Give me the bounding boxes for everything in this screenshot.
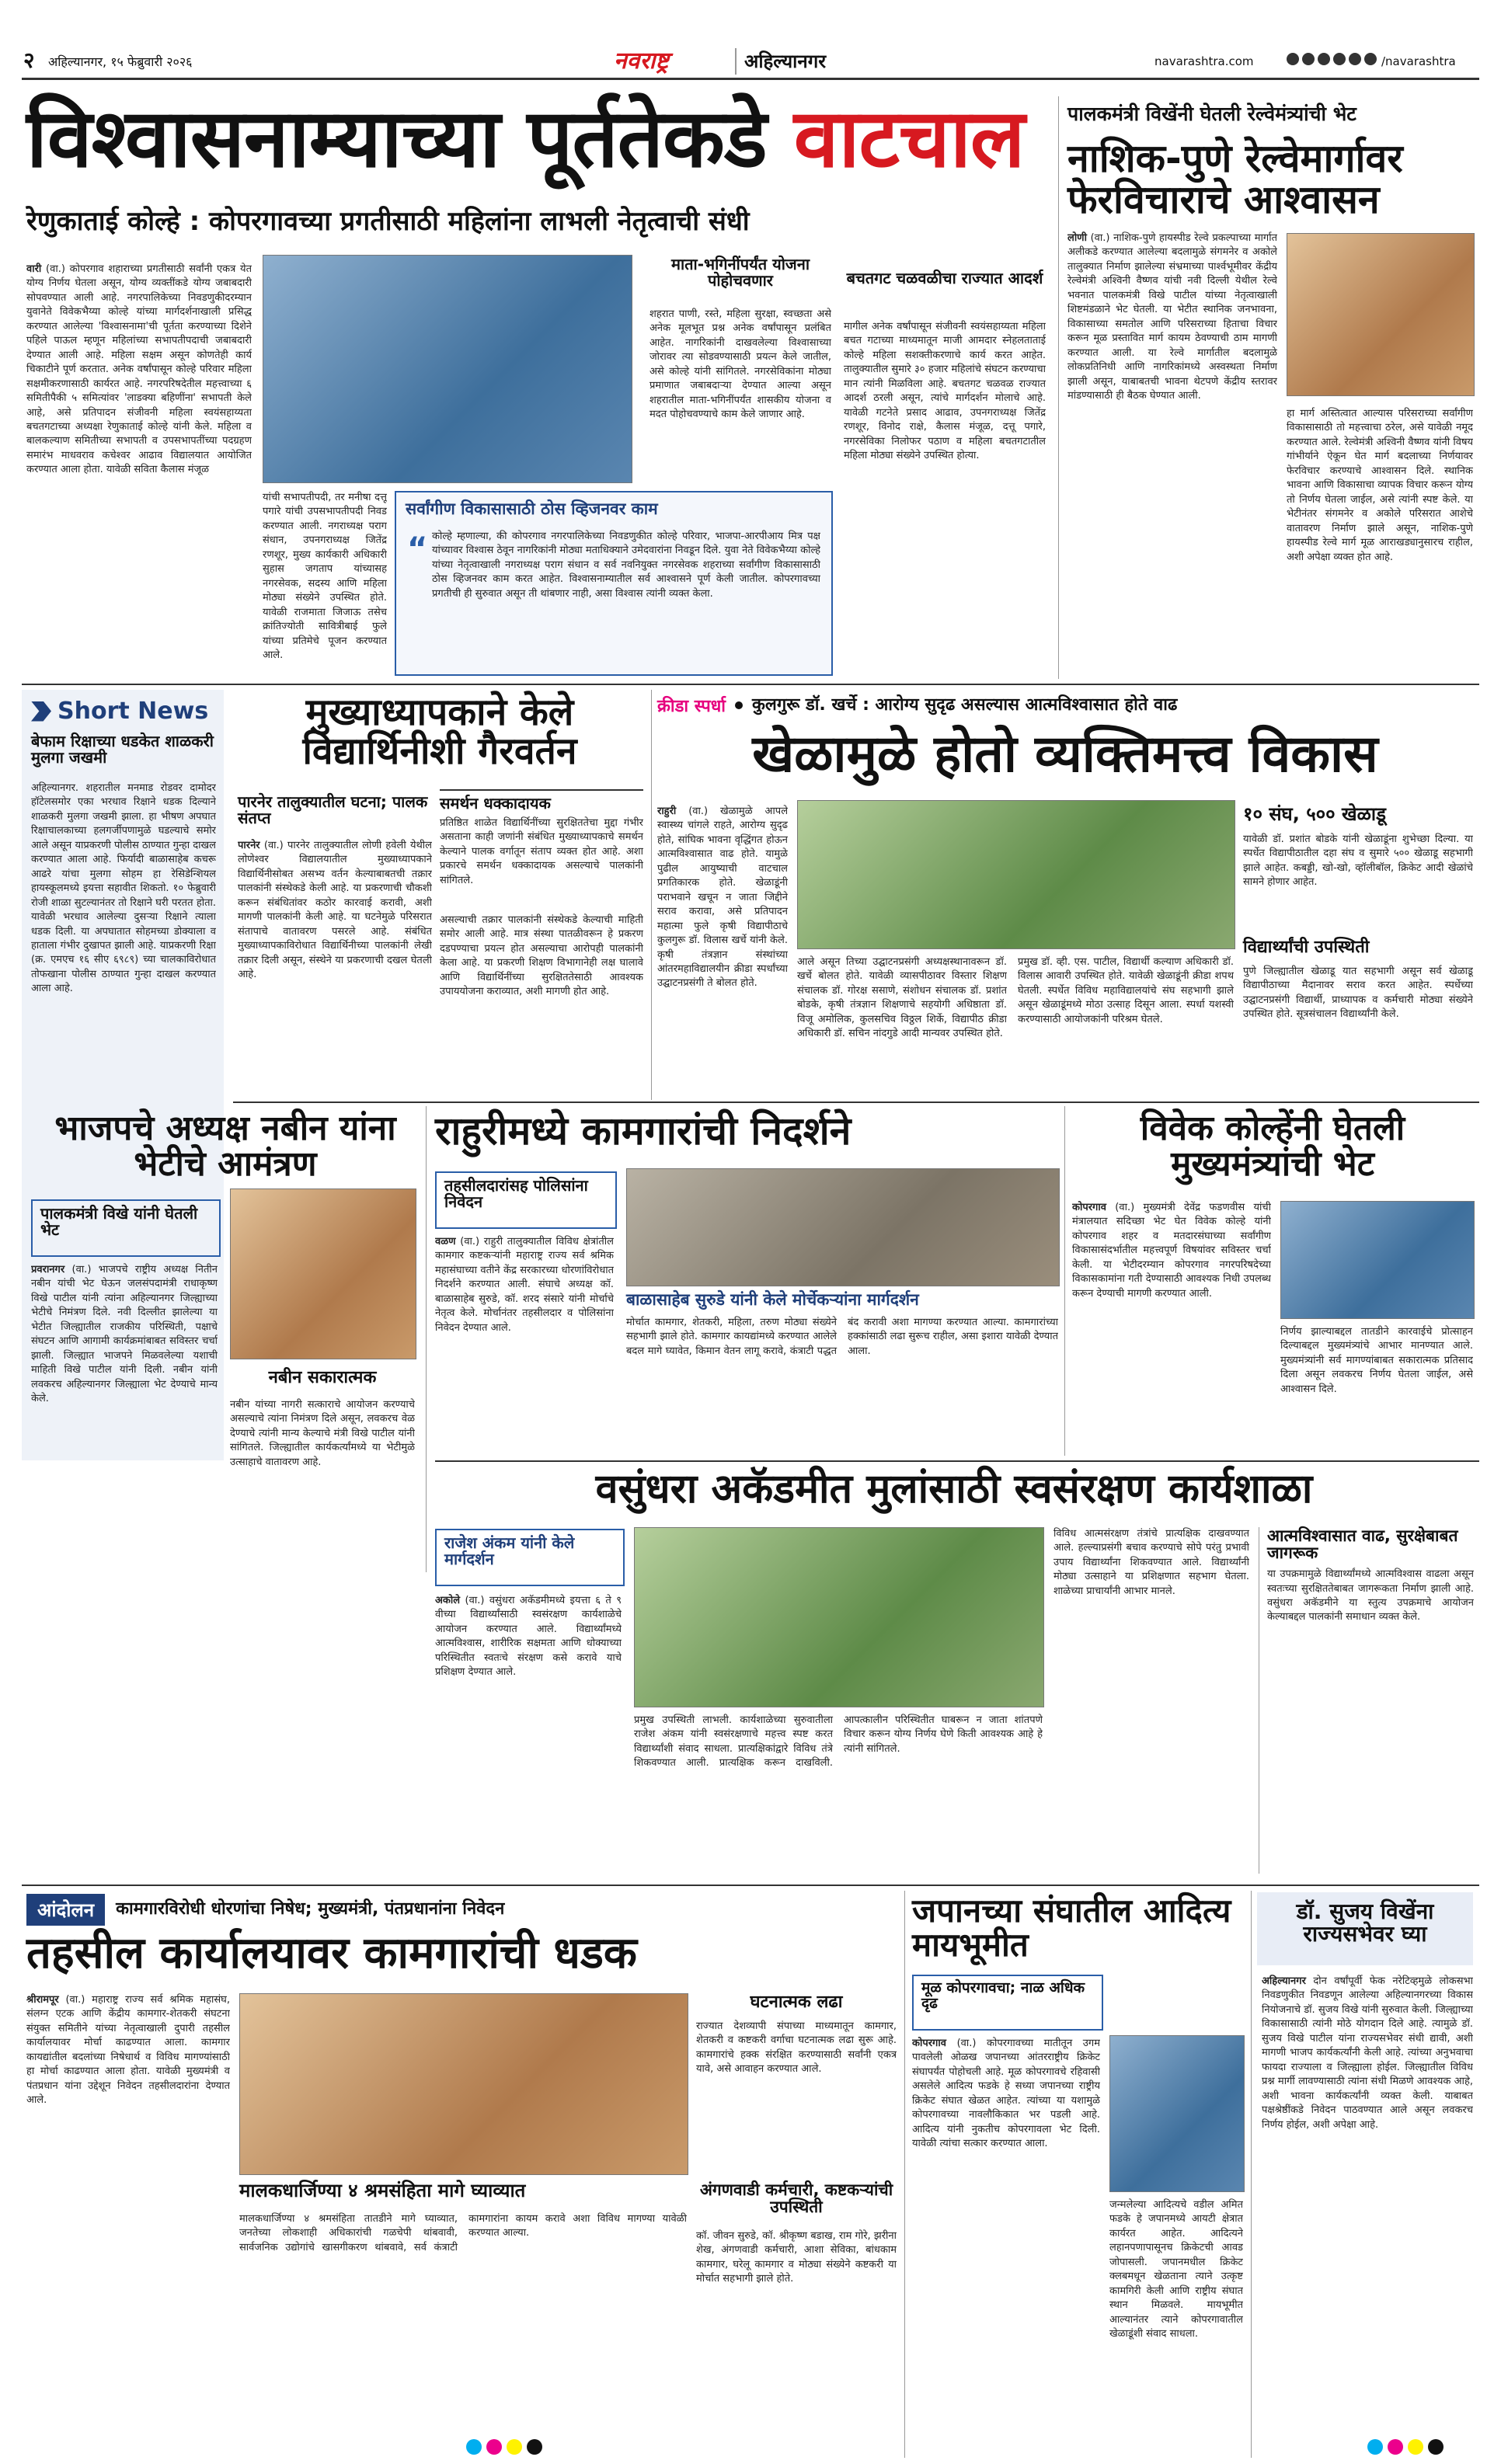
lead-sub2-title: बचतगट चळवळीचा राज्यात आदर्श: [846, 269, 1043, 287]
youtube-icon[interactable]: [1333, 53, 1346, 65]
bjp-text: (वा.) भाजपचे राष्ट्रीय अध्यक्ष नितीन नबीन यांची भेट घेऊन जलसंपदामंत्री राधाकृष्ण विखे पाटील यांनी त्यांना अहिल्यानगर जिल्ह्याच्या भेटीचे निमंत्रण दिले. नवी दिल्लीत झालेल्या या भेटीत जिल्ह्यातील राजकीय परिस्थिती, पक्षाचे संघटन आणि आगामी कार्यक्रमांबाबत सविस्तर चर्चा झाली. जिल्ह्यात भाजपने मिळवलेल्या यशाची माहिती विखे पाटील यांनी दिली. नबीन यांनी लवकरच अहिल्यानगर जिल्ह्याला भेट देण्याचे मान्य केले.: [31, 1264, 218, 1405]
principal-headline: मुख्याध्यापकाने केले विद्यार्थिनीशी गैरवर्तन: [302, 691, 577, 774]
vasundhara-text-3: विविध आत्मसंरक्षण तंत्रांचे प्रात्यक्षिक दाखवण्यात आले. हल्ल्याप्रसंगी बचाव करण्याचे सोपे परंतु प्रभावी उपाय विद्यार्थ्यांना शिकवण्यात आले. विद्यार्थ्यांनी मोठ्या उत्साहाने या प्रशिक्षणात सहभाग घेतला. शाळेच्या प्राचार्यांनी आभार मानले.: [1053, 1528, 1249, 1597]
registration-mark-black-2: [1428, 2439, 1444, 2455]
sports-dateline: राहुरी: [657, 806, 677, 817]
cm-body-1: [1072, 1201, 1271, 1453]
workers-headline: राहुरीमध्ये कामगारांची निदर्शने: [435, 1108, 851, 1154]
sports-headline: खेळामुळे होतो व्यक्तिमत्त्व विकास: [752, 724, 1378, 784]
linkedin-icon[interactable]: [1364, 53, 1377, 65]
bjp-dateline: प्रवरानगर: [31, 1264, 65, 1276]
principal-body: [238, 839, 432, 1095]
vision-text: कोल्हे म्हणाल्या, की कोपरगाव नगरपालिकेच्या निवडणुकीत कोल्हे परिवार, भाजपा-आरपीआय मित्र पक्ष यांच्यावर विश्वास ठेवून नागरिकांनी मोठ्या मताधिक्याने उमेदवारांना निवडून दिले. युवा नेते विवेकभैय्या कोल्हे यांच्या नेतृत्वाखाली नगराध्यक्ष पराग संधान व सर्व नवनियुक्त नगरसेवक शहराच्या सर्वांगीण विकासासाठी ठोस व्हिजनवर काम करत आहेत. विश्वासनाम्यातील सर्व आश्वासने पूर्ण केली जातील. कोपरगावच्या प्रगतीची ही सुरुवात असून ती थांबणार नाही, असा विश्वास त्यांनी व्यक्त केला.: [432, 531, 820, 600]
agitation-divider: [904, 1891, 905, 2458]
vision-box: [395, 491, 833, 676]
sports-label: क्रीडा स्पर्धा: [657, 697, 726, 716]
sports-teams-text: यावेळी डॉ. प्रशांत बोडके यांनी खेळाडूंना शुभेच्छा दिल्या. या स्पर्धेत विद्यापीठातील दहा संघ व सुमारे ५०० खेळाडू सहभागी झाले आहेत. कबड्डी, खो-खो, व्हॉलीबॉल, क्रिकेट आदी खेळांचे सामने होणार आहेत.: [1243, 834, 1473, 889]
sports-bullet-icon: [735, 701, 743, 709]
lead-headline-red: वाटचाल: [793, 91, 1025, 186]
rail-kicker: पालकमंत्री विखेंनी घेतली रेल्वेमंत्र्यांची भेट: [1067, 103, 1356, 125]
sports-photo: [797, 800, 1235, 949]
principal-sports-divider: [651, 690, 652, 1100]
aditya-body: [912, 2037, 1100, 2456]
sujay-headline: डॉ. सुजय विखेंना राज्यसभेवर घ्या: [1296, 1898, 1434, 1947]
bjp-divider: [426, 1106, 427, 1572]
workers-cm-divider: [1064, 1106, 1065, 1456]
agitation-sub1-text: राज्यात देशव्यापी संपाच्या माध्यमातून कामगार, शेतकरी व कष्टकरी वर्गाचा घटनात्मक लढा सुरू आहे. कामगारांचे हक्क संरक्षित करण्यासाठी सर्वांनी एकत्र यावे, असे आवाहन करण्यात आले.: [696, 2020, 897, 2076]
sports-body-1: [657, 805, 788, 1094]
agitation-sub2-text: मालकधार्जिण्या ४ श्रमसंहिता तातडीने मागे घ्याव्यात, जनतेच्या लोकशाही अधिकारांची गळचेपी थांबवावी, सार्वजनिक उद्योगांचे खासगीकरण थांबवावे, सर्व कंत्राटी कामगारांना कायम करावे अशा विविध मागण्या यावेळी करण्यात आल्या.: [239, 2213, 687, 2253]
agitation-dateline: श्रीरामपूर: [26, 1994, 59, 2006]
cm-photo: [1280, 1201, 1475, 1319]
vasundhara-box: [1259, 1527, 1474, 1874]
quote-icon: “: [407, 531, 428, 567]
lead-headline: [26, 91, 1052, 186]
sujay-dateline: अहिल्यानगर: [1262, 1975, 1306, 1987]
vasundhara-sub: राजेश अंकम यांनी केले मार्गदर्शन: [444, 1533, 575, 1568]
vasundhara-text: (वा.) वसुंधरा अकॅडमीमध्ये इयत्ता ६ ते ९ वीच्या विद्यार्थ्यांसाठी स्वसंरक्षण कार्यशाळेचे आयोजन करण्यात आले. विद्यार्थ्यांमध्ये आत्मविश्वास, शारीरिक सक्षमता आणि धोक्याच्या परिस्थितीत स्वतःचे संरक्षण कसे करावे याचे प्रशिक्षण देण्यात आले.: [435, 1595, 622, 1679]
principal-sub: पारनेर तालुक्यातील घटना; पालक संतप्त: [238, 792, 428, 827]
vasundhara-box-text: या उपक्रमामुळे विद्यार्थ्यांमध्ये आत्मविश्वास वाढला असून स्वतःच्या सुरक्षिततेबाबत जागरूकता निर्माण झाली आहे. वसुंधरा अकॅडमीने या स्तुत्य उपक्रमाचे आयोजन केल्याबद्दल पालकांनी समाधान व्यक्त केले.: [1267, 1568, 1474, 1624]
bjp-headline: भाजपचे अध्यक्ष नबीन यांना भेटीचे आमंत्रण: [54, 1108, 396, 1185]
short-news-text: अहिल्यानगर. शहरातील मनमाड रोडवर दामोदर हॉटेलसमोर एका भरधाव रिक्षाने धडक दिल्याने शाळकरी मुलगा जखमी झाला. हा भीषण अपघात रिक्षाचालकाच्या हलगर्जीपणामुळे घडल्याचे समोर आले असून याप्रकरणी पोलीस ठाण्यात गुन्हा दाखल करण्यात आला आहे. फिर्यादी बाळासाहेब कचरू आढरे यांचा मुलगा सोहम हा रेसिडेन्शियल हायस्कूलमध्ये इयत्ता सहावीत शिकतो. १० फेब्रुवारी रोजी शाळा सुटल्यानंतर तो रिक्षाने घरी परतत होता. यावेळी भरधाव आलेल्या दुसऱ्या रिक्षाने त्याला धडक दिली. या अपघातात सोहमच्या डोक्याला व हाताला गंभीर दुखापत झाली आहे. याप्रकरणी रिक्षा (क्र. एमएच १६ सीए ६९८९) च्या चालकाविरोधात तोफखाना पोलीस ठाण्यात गुन्हा दाखल करण्यात आला आहे.: [31, 782, 216, 995]
sports-body-3: प्रमुख डॉ. व्ही. एस. पाटील, विद्यार्थी कल्याण अधिकारी डॉ. विलास आवारी उपस्थित होते. यावेळी खेळाडूंनी क्रीडा शपथ घेतली. स्पर्धेत विविध महाविद्यालयांचे संघ सहभागी झाले असून खेळाडूंमध्ये मोठा उत्साह दिसून आला. स्पर्धा यशस्वी करण्यासाठी आयोजकांनी परिश्रम घेतले.: [1018, 956, 1234, 1025]
rail-dateline: लोणी: [1067, 232, 1087, 244]
sports-presence-title: विद्यार्थ्यांची उपस्थिती: [1243, 938, 1370, 957]
bjp-photo: [230, 1188, 416, 1359]
sujay-box: [1257, 1892, 1473, 1965]
masthead-logo: नवराष्ट्र: [614, 47, 669, 75]
vision-title: सर्वांगीण विकासासाठी ठोस व्हिजनवर काम: [406, 499, 658, 518]
bjp-body: [31, 1263, 218, 1572]
lead-sub1-title: माता-भगिनींपर्यंत योजना पोहोचवणार: [670, 255, 810, 290]
registration-mark-cyan-2: [1367, 2439, 1383, 2455]
x-icon[interactable]: [1302, 53, 1315, 65]
principal-text: (वा.) पारनेर तालुक्यातील लोणी हवेली येथील लोणेश्वर विद्यालयातील मुख्याध्यापकाने विद्यार्थिनीसोबत असभ्य वर्तन केल्याबाबतची तक्रार पालकांनी संस्थेकडे केली आहे. या प्रकरणाची चौकशी करून संबंधितांवर कठोर कारवाई करावी, अशी मागणी पालकांनी केली आहे. या घटनेमुळे परिसरात संतापाचे वातावरण पसरले आहे. संबंधित मुख्याध्यापकाविरोधात विद्यार्थिनीच्या पालकांनी लेखी तक्रार दिली असून, संस्थेने या प्रकरणाची दखल घेतली आहे.: [238, 840, 432, 981]
agitation-photo: [239, 1993, 688, 2175]
registration-mark-magenta: [486, 2439, 502, 2455]
lead-rail-divider: [1058, 96, 1059, 679]
cm-headline: विवेक कोल्हेंनी घेतली मुख्यमंत्र्यांची भेट: [1140, 1108, 1405, 1185]
sports-body-2: आले असून तिच्या उद्घाटनप्रसंगी अध्यक्षस्थानावरून डॉ. खर्चे बोलत होते. यावेळी व्यासपीठावर विस्तार शिक्षण संचालक डॉ. गोरक्ष ससाणे, संशोधन संचालक डॉ. प्रशांत बोडके, कृषी तंत्रज्ञान शिक्षणाचे सहयोगी अधिष्ठाता डॉ. विजू अमोलिक, कुलसचिव विठ्ठल शिर्के, विद्यापीठ क्रीडा अधिकारी डॉ. सचिन नांदगुडे आदी मान्यवर उपस्थित होते.: [797, 956, 1007, 1040]
sujay-body: [1262, 1975, 1473, 2456]
instagram-icon[interactable]: [1318, 53, 1330, 65]
lead-dateline: वारी: [26, 263, 42, 275]
lead-sub1-text: शहरात पाणी, रस्ते, महिला सुरक्षा, स्वच्छता असे अनेक मूलभूत प्रश्न अनेक वर्षांपासून प्रलंबित आहेत. नागरिकांनी दाखवलेल्या विश्वासाच्या जोरावर त्या सोडवण्यासाठी प्रयत्न केले जातील, असे कोल्हे यांनी सांगितले. नगरसेविकांना मोठ्या प्रमाणात जबाबदाऱ्या देण्यात आल्या असून शहरातील माता-भगिनींपर्यंत शासकीय योजना व मदत पोहोचवण्याचे काम केले जाणार आहे.: [650, 308, 831, 421]
sports-presence-text: पुणे जिल्ह्यातील खेळाडू यात सहभागी असून सर्व खेळाडू विद्यापीठाच्या मैदानावर सराव करत आहेत. स्पर्धेच्या उद्घाटनप्रसंगी विद्यार्थी, प्राध्यापक व कर्मचारी मोठ्या संख्येने उपस्थित होते. सूत्रसंचालन विद्यार्थ्यांनी केले.: [1243, 966, 1473, 1021]
lead-headline-black: विश्वासनाम्याच्या पूर्ततेकडे: [26, 91, 767, 186]
principal-dateline: पारनेर: [238, 840, 260, 851]
lead-sub2-text: मागील अनेक वर्षांपासून संजीवनी स्वयंसहाय्यता महिला बचत गटाच्या माध्यमातून माजी आमदार स्नेहलताताई कोल्हे महिला सशक्तीकरणाचे कार्य करत आहेत. तालुक्यातील सुमारे ३० हजार महिलांचे संघटन करण्याचा मान त्यांनी मिळविला आहे. बचतगट चळवळ राज्यात आदर्श ठरली असून, त्यांचे मार्गदर्शन मोलाचे आहे. यावेळी गटनेते प्रसाद आढाव, उपनगराध्यक्ष जितेंद्र रणशूर, विनोद राक्षे, कैलास मंजूळ, दत्तू पगारे, नगरसेविका निलोफर पठाण व महिला बचतगटातील महिला मोठ्या संख्येने उपस्थित होत्या.: [844, 321, 1046, 462]
rail-body-2: हा मार्ग अस्तित्वात आल्यास परिसराच्या सर्वांगीण विकासासाठी तो महत्त्वाचा ठरेल, असे यावेळी नमूद करण्यात आले. रेल्वेमंत्री अश्विनी वैष्णव यांनी विषय गांभीर्याने ऐकून घेत मार्ग बदलाच्या निर्णयावर फेरविचार करण्याचे आश्वासन दिले. स्थानिक भावना आणि विकासाचा व्यापक विचार करून योग्य तो निर्णय घेतला जाईल, असे त्यांनी स्पष्ट केले. या भेटीनंतर संगमनेर व अकोले परिसरात आशेचे वातावरण निर्माण झाले असून, नाशिक-पुणे हायस्पीड रेल्वे मार्ग मूळ आराखड्यानुसारच राहील, अशी अपेक्षा व्यक्त होत आहे.: [1287, 408, 1473, 563]
short-news-headline: बेफाम रिक्षाच्या धडकेत शाळकरी मुलगा जखमी: [31, 732, 214, 767]
workers-sub-box: [435, 1171, 617, 1229]
vasundhara-box-title: आत्मविश्वासात वाढ, सुरक्षेबाबत जागरूक: [1267, 1526, 1458, 1563]
aditya-text-2: जन्मलेल्या आदित्यचे वडील अमित फडके हे जपानमध्ये आयटी क्षेत्रात कार्यरत आहेत. आदित्यने लहानपणापासूनच क्रिकेटची आवड जोपासली. जपानमधील क्रिकेट क्लबमधून खेळताना त्याने उत्कृष्ट कामगिरी केली आणि राष्ट्रीय संघात स्थान मिळवले. मायभूमीत आल्यानंतर त्याने कोपरगावातील खेळाडूंशी संवाद साधला.: [1109, 2199, 1243, 2340]
registration-mark-yellow-2: [1408, 2439, 1423, 2455]
section-rule-4: [22, 1885, 1479, 1886]
vasundhara-headline: वसुंधरा अकॅडमीत मुलांसाठी स्वसंरक्षण कार्यशाळा: [595, 1466, 1313, 1512]
social-icons: [1287, 53, 1377, 65]
sujay-text: दोन वर्षांपूर्वी फेक नरेटिव्हमुळे लोकसभा निवडणुकीत निवडणून आलेल्या अहिल्यानगरच्या विकास नियोजनाचे डॉ. सुजय विखे यांनी सुरुवात केली. जिल्ह्याच्या विकासासाठी त्यांनी मोठे योगदान दिले आहे. त्यामुळे डॉ. सुजय विखे पाटील यांना राज्यसभेवर संधी द्यावी, अशी मागणी भाजप कार्यकर्त्यांनी केली आहे. त्यांच्या अनुभवाचा फायदा राज्याला व जिल्ह्याला होईल. जिल्ह्यातील विविध प्रश्न मार्गी लावण्यासाठी त्यांना संधी मिळणे आवश्यक आहे, अशी भावना कार्यकर्त्यांनी व्यक्त केली. याबाबत पक्षश्रेष्ठींकडे निवेदन पाठवण्यात आले असून लवकरच निर्णय होईल, अशी अपेक्षा आहे.: [1262, 1975, 1473, 2131]
edition-name: अहिल्यानगर: [744, 50, 827, 72]
agitation-sub2-title: मालकधार्जिण्या ४ श्रमसंहिता मागे घ्याव्यात: [239, 2180, 526, 2201]
cm-body-2: निर्णय झाल्याबद्दल तातडीने कारवाईचे प्रोत्साहन दिल्याबद्दल मुख्यमंत्र्यांचे आभार मानण्यात आले. मुख्यमंत्र्यांनी सर्व मागण्यांबाबत सकारात्मक प्रतिसाद दिला असून लवकरच निर्णय घेतला जाईल, असे आश्वासन दिले.: [1280, 1326, 1473, 1395]
lead-body-1: [26, 263, 252, 674]
header-rule: [22, 78, 1479, 80]
registration-mark-cyan: [466, 2439, 482, 2455]
workers-body: [435, 1235, 614, 1453]
cm-text-1: (वा.) मुख्यमंत्री देवेंद्र फडणवीस यांची मंत्रालयात सदिच्छा भेट घेत विवेक कोल्हे यांनी कोपरगाव शहर व मतदारसंघाच्या सर्वांगीण विकासासंदर्भातील महत्त्वपूर्ण विषयांवर सविस्तर चर्चा केली. या भेटीदरम्यान कोपरगाव नगरपरिषदेच्या विकासकामांना गती देण्यासाठी आवश्यक निधी उपलब्ध करून देण्याची मागणी करण्यात आली.: [1072, 1202, 1271, 1300]
workers-dateline: वळण: [435, 1236, 456, 1248]
agitation-sub1-title: घटनात्मक लढा: [750, 1992, 843, 2012]
principal-box-text: प्रतिष्ठित शाळेत विद्यार्थिनींच्या सुरक्षिततेचा मुद्दा गंभीर असताना काही जणांनी संबंधित मुख्याध्यापकाचे समर्थन केल्याने पालक वर्गातून संताप व्यक्त होत आहे. अशा प्रकारचे समर्थन धक्कादायक असल्याचे पालकांनी सांगितले.: [440, 817, 643, 886]
workers-text: (वा.) राहुरी तालुक्यातील विविध क्षेत्रांतील कामगार कष्टकऱ्यांनी महाराष्ट्र राज्य सर्व श्रमिक महासंघाच्या वतीने केंद्र सरकारच्या धोरणांविरोधात निदर्शने करण्यात आली. संघाचे अध्यक्ष कॉ. बाळासाहेब सुरुडे, कॉ. शरद संसारे यांनी मोर्चाचे नेतृत्व केले. मोर्चानंतर तहसीलदार व पोलिसांना निवेदन देण्यात आले.: [435, 1236, 614, 1334]
rail-text-1: (वा.) नाशिक-पुणे हायस्पीड रेल्वे प्रकल्पाच्या मार्गात अलीकडे करण्यात आलेल्या बदलामुळे संगमनेर व अकोले तालुक्यात निर्माण झालेल्या संभ्रमाच्या पार्श्वभूमीवर केंद्रीय रेल्वेमंत्री अश्विनी वैष्णव यांची नवी दिल्ली येथील रेल्वे भवनात पालकमंत्री विखे पाटील यांच्या नेतृत्वाखाली शिष्टमंडळाने भेट घेतली. या भेटीत स्थानिक जनभावना, विकासाच्या समतोल आणि परिसराच्या हिताचा विचार करून मूळ प्रस्तावित मार्ग कायम ठेवण्याची ठाम मागणी करण्यात आली. या रेल्वे मार्गातील बदलामुळे लोकप्रतिनिधी आणि नागरिकांमध्ये अस्वस्थता निर्माण झाली असून, याबाबतची भावना थेटपणे केंद्रीय स्तरावर मांडण्यासाठी ही बैठक घेण्यात आली.: [1067, 232, 1277, 402]
sports-kicker: कुलगुरू डॉ. खर्चे : आरोग्य सुदृढ असल्यास आत्मविश्वासात होते वाढ: [752, 695, 1178, 715]
sports-teams-title: १० संघ, ५०० खेळाडू: [1243, 803, 1386, 825]
registration-mark-magenta-2: [1388, 2439, 1403, 2455]
aditya-dateline: कोपरगाव: [912, 2038, 946, 2049]
agitation-body-1: [26, 1993, 230, 2459]
sports-text-1: (वा.) खेळामुळे आपले स्वास्थ्य चांगले राहते, आरोग्य सुदृढ होते, सांघिक भावना वृद्धिंगत होऊन आत्मविश्वासात वाढ होते. यामुळे पुढील आयुष्याची वाटचाल प्रगतिकारक होते. खेळाडूंनी पराभवाने खचून न जाता जिद्दीने सराव करावा, असे प्रतिपादन महात्मा फुले कृषी विद्यापीठाचे कुलगुरू डॉ. विलास खर्चे यांनी केले. कृषी तंत्रज्ञान संस्थांच्या आंतरमहाविद्यालयीन क्रीडा स्पर्धांच्या उद्घाटनप्रसंगी ते बोलत होते.: [657, 806, 788, 990]
agitation-sub3-title: अंगणवाडी कर्मचारी, कष्टकऱ्यांची उपस्थिती: [699, 2180, 893, 2217]
logo-divider: [735, 48, 737, 75]
workers-photo: [626, 1168, 1060, 1286]
facebook-icon[interactable]: [1287, 53, 1299, 65]
rail-photo: [1287, 233, 1475, 396]
aditya-text: (वा.) कोपरगावच्या मातीतून उगम पावलेली ओळख जपानच्या आंतरराष्ट्रीय क्रिकेट संघापर्यंत पोहोचली आहे. मूळ कोपरगावचे रहिवासी असलेले आदित्य फडके हे सध्या जपानच्या राष्ट्रीय क्रिकेट संघात खेळत आहेत. त्यांच्या या यशामुळे कोपरगावच्या नावलौकिकात भर पडली आहे. आदित्य यांनी नुकतीच कोपरगावला भेट दिली. यावेळी त्यांचा सत्कार करण्यात आला.: [912, 2038, 1100, 2150]
bjp-sub: पालकमंत्री विखे यांनी घेतली भेट: [40, 1204, 198, 1239]
sports-kicker-row: [657, 690, 1473, 721]
lead-para-1: (वा.) कोपरगाव शहाराच्या प्रगतीसाठी सर्वांनी एकत्र येत योग्य निर्णय घेतला असून, योग्य व्यक्तींकडे योग्य जबाबदारी सोपवण्यात आली आहे. नगरपालिकेच्या निवडणुकीदरम्यान युवानेते विवेकभैय्या कोल्हे यांच्या मार्गदर्शनाखाली प्रसिद्ध करण्यात आलेल्या 'विश्वासनामा'ची पूर्तता करण्याच्या दिशेने पहिले पाऊल म्हणून महिलांच्या सभापतीपदाची जबाबदारी देण्यात आली आहे. महिला सक्षम असून कोणतेही कार्य चिकाटीने पूर्ण करतात. अनेक वर्षांपासून कोल्हे परिवार महिला सक्षमीकरणासाठी कार्यरत आहे. नगरपरिषदेतील महत्त्वाच्या ६ समितीपैकी ५ समित्यांवर 'लाडक्या बहिणींना' सभापती केले आहे, असे प्रतिपादन संजीवनी महिला स्वयंसहाय्यता बचतगटाच्या अध्यक्षा रेणुकाताई कोल्हे यांनी केले. महिला व बालकल्याण समितीच्या सभापती व उपसभापतींच्या पदग्रहण समारंभ माधवराव कचेश्वर आढाव विद्यालयात आयोजित करण्यात आला होता. यावेळी सविता कैलास मंजूळ: [26, 263, 252, 476]
aditya-headline: जपानच्या संघातील आदित्य मायभूमीत: [912, 1892, 1231, 1965]
cm-dateline: कोपरगाव: [1072, 1202, 1106, 1213]
registration-mark-yellow: [507, 2439, 522, 2455]
vasundhara-dateline: अकोले: [435, 1595, 461, 1606]
section-rule-1: [22, 684, 1479, 685]
agitation-label: आंदोलन: [26, 1894, 105, 1926]
short-news-icon: [31, 701, 51, 722]
lead-body-2: यांची सभापतीपदी, तर मनीषा दत्तू पगारे यांची उपसभापतीपदी निवड करण्यात आली. नगराध्यक्ष पराग संधान, उपनगराध्यक्ष जितेंद्र रणशूर, मुख्य कार्यकारी अधिकारी सुहास जगताप यांच्यासह नगरसेवक, सदस्य आणि महिला मोठ्या संख्येने उपस्थित होते. यावेळी राजमाता जिजाऊ तसेच क्रांतिज्योती सावित्रीबाई फुले यांच्या प्रतिमेचे पूजन करण्यात आले.: [263, 492, 387, 661]
workers-text-2: मोर्चात कामगार, शेतकरी, महिला, तरुण मोठ्या संख्येने सहभागी झाले होते. कामगार कायद्यांमध्ये करण्यात आलेले बदल मागे घ्यावेत, किमान वेतन लागू करावे, कंत्राटी पद्धत बंद करावी अशा मागण्या करण्यात आल्या. कामगारांच्या हक्कांसाठी लढा सुरूच राहील, असा इशारा यावेळी देण्यात आला.: [626, 1317, 1058, 1357]
aditya-photo: [1109, 2035, 1245, 2192]
bjp-box-title: नबीन सकारात्मक: [268, 1368, 377, 1387]
principal-box-title: समर्थन धक्कादायक: [440, 794, 551, 813]
workers-sub: तहसीलदारांसह पोलिसांना निवेदन: [444, 1176, 588, 1211]
registration-mark-black: [527, 2439, 542, 2455]
bjp-box-text: नबीन यांच्या नागरी सत्काराचे आयोजन करण्याचे असल्याचे त्यांना निमंत्रण दिले असून, लवकरच वेळ देण्याचे त्यांनी मान्य केल्याचे मंत्री विखे पाटील यांनी सांगितले. जिल्ह्यातील कार्यकर्त्यांमध्ये या भेटीमुळे उत्साहाचे वातावरण आहे.: [230, 1399, 415, 1468]
principal-box: [440, 789, 643, 907]
agitation-headline: तहसील कार्यालयावर कामगारांची धडक: [26, 1928, 637, 1979]
short-news-label: [31, 698, 208, 725]
agitation-sub3-text: कॉ. जीवन सुरुडे, कॉ. श्रीकृष्ण बडाख, राम गोरे, झरीना शेख, अंगणवाडी कर्मचारी, आशा सेविका, बांधकाम कामगार, घरेलू कामगार व मोठ्या संख्येने कष्टकरी या मोर्चात सहभागी झाले होते.: [696, 2230, 897, 2285]
rail-headline: नाशिक-पुणे रेल्वेमार्गावर फेरविचाराचे आश्वासन: [1067, 136, 1403, 222]
agitation-text-1: (वा.) महाराष्ट्र राज्य सर्व श्रमिक महासंघ, संलग्न एटक आणि केंद्रीय कामगार-शेतकरी संघटना संयुक्त समितीने यांच्या नेतृत्वाखाली दुपारी तहसील कार्यालयावर मोर्चा काढण्यात आला. कामगार कायद्यांतील बदलांच्या निषेधार्थ व विविध मागण्यांसाठी हा मोर्चा काढण्यात आला होता. यावेळी मुख्यमंत्री व पंतप्रधान यांना उद्देशून निवेदन तहसीलदारांना देण्यात आले.: [26, 1994, 230, 2107]
vasundhara-sub-box: [435, 1529, 625, 1586]
page-number: २: [23, 47, 35, 73]
section-rule-2: [233, 1101, 1479, 1103]
workers-caption: बाळासाहेब सुरुडे यांनी केले मोर्चेकऱ्यांना मार्गदर्शन: [626, 1290, 919, 1309]
telegram-icon[interactable]: [1349, 53, 1361, 65]
section-rule-3: [435, 1460, 1479, 1462]
edition-date: अहिल्यानगर, १५ फेब्रुवारी २०२६: [48, 54, 193, 69]
agitation-kicker: कामगारविरोधी धोरणांचा निषेध; मुख्यमंत्री, पंतप्रधानांना निवेदन: [116, 1899, 505, 1919]
aditya-sub-box: [912, 1975, 1103, 2031]
vasundhara-photo: [634, 1527, 1044, 1707]
bjp-sub-box: [31, 1199, 221, 1257]
principal-text-3: असल्याची तक्रार पालकांनी संस्थेकडे केल्याची माहिती समोर आली आहे. मात्र संस्था पातळीवरून हे प्रकरण दडपण्याचा प्रयत्न होत असल्याचा आरोपही पालकांनी केला आहे. या प्रकरणी शिक्षण विभागानेही लक्ष घालावे आणि विद्यार्थिनींच्या सुरक्षिततेसाठी आवश्यक उपाययोजना कराव्यात, अशी मागणी होत आहे.: [440, 914, 643, 998]
lead-subheadline: रेणुकाताई कोल्हे : कोपरगावच्या प्रगतीसाठी महिलांना लाभली नेतृत्वाची संधी: [26, 206, 750, 237]
vasundhara-text-2: प्रमुख उपस्थिती लाभली. कार्यशाळेच्या सुरुवातीला राजेश अंकम यांनी स्वसंरक्षणाचे महत्त्व स्पष्ट करत विद्यार्थ्यांशी संवाद साधला. प्रात्यक्षिकांद्वारे विविध तंत्रे शिकवण्यात आली. प्रात्यक्षिक करून दाखविली. आपत्कालीन परिस्थितीत घाबरून न जाता शांतपणे विचार करून योग्य निर्णय घेणे किती आवश्यक आहे हे त्यांनी सांगितले.: [634, 1714, 1043, 1770]
aditya-sujay-divider: [1251, 1891, 1252, 2458]
rail-body-1: [1067, 231, 1277, 676]
website-link[interactable]: navarashtra.com: [1154, 54, 1254, 68]
social-handle: /navarashtra: [1381, 54, 1456, 68]
short-news-title-label: Short News: [57, 698, 209, 725]
lead-photo: [263, 255, 632, 483]
agitation-kicker-row: [26, 1892, 897, 1926]
aditya-sub: मूळ कोपरगावचा; नाळ अधिक दृढ: [921, 1979, 1085, 2012]
vasundhara-body: [435, 1594, 622, 1874]
